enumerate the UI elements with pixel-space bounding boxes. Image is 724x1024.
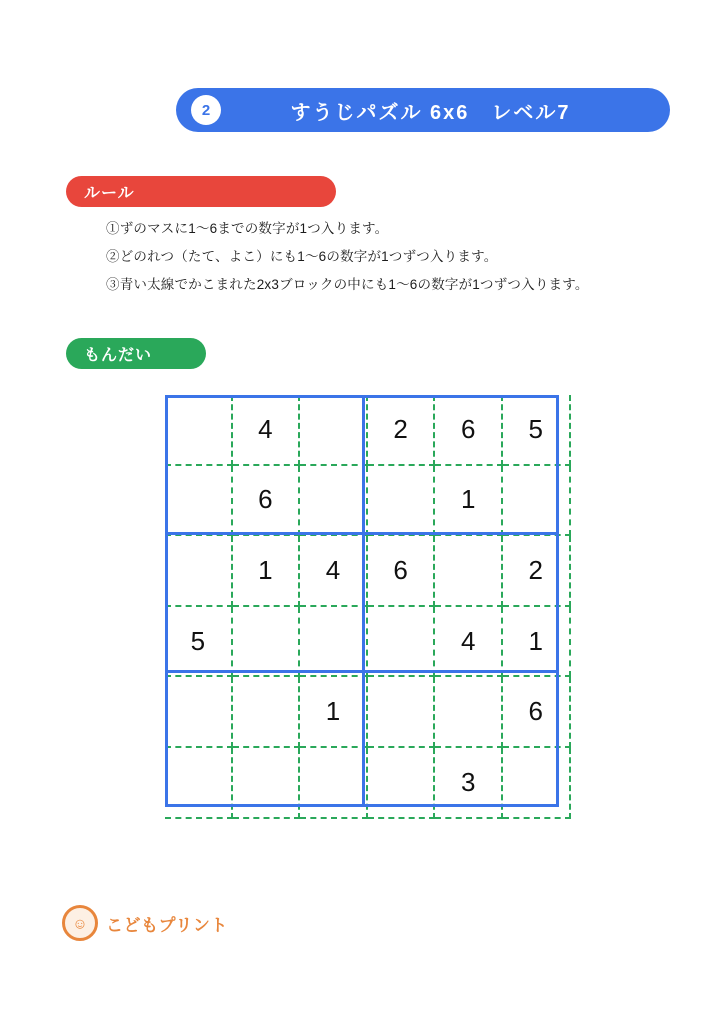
cell-r5c3[interactable]: 1 <box>299 676 367 747</box>
cell-r1c2[interactable]: 4 <box>232 395 300 465</box>
cell-r2c2[interactable]: 6 <box>232 465 300 536</box>
table-row <box>165 395 570 465</box>
cell-r6c5[interactable]: 3 <box>434 747 502 818</box>
cell-r6c3[interactable] <box>299 747 367 818</box>
table-row <box>165 606 570 677</box>
cell-r5c1[interactable] <box>165 676 232 747</box>
page-title-bar <box>176 88 670 132</box>
cell-r2c1[interactable] <box>165 465 232 536</box>
section-header-rules <box>66 176 336 207</box>
cell-r3c5[interactable] <box>434 535 502 606</box>
cell-r1c3[interactable] <box>299 395 367 465</box>
table-row <box>165 535 570 606</box>
rules-list <box>106 215 686 299</box>
cell-r6c1[interactable] <box>165 747 232 818</box>
cell-r5c2[interactable] <box>232 676 300 747</box>
rule-item: ②どのれつ（たて、よこ）にも1〜6の数字が1つずつ入ります。 <box>106 249 498 264</box>
section-header-problem-label: もんだい <box>84 347 153 364</box>
bear-face-glyph: ☺ <box>72 915 88 933</box>
cell-r2c6[interactable] <box>502 465 570 536</box>
cell-r4c4[interactable] <box>367 606 435 677</box>
page-number-badge: 2 <box>191 95 221 125</box>
table-row <box>165 747 570 818</box>
cell-r3c2[interactable]: 1 <box>232 535 300 606</box>
cell-r4c1[interactable]: 5 <box>165 606 232 677</box>
cell-r4c6[interactable]: 1 <box>502 606 570 677</box>
cell-r1c1[interactable] <box>165 395 232 465</box>
page-title: すうじパズル 6x6 レベル7 <box>290 101 571 124</box>
cell-r6c4[interactable] <box>367 747 435 818</box>
cell-r3c4[interactable]: 6 <box>367 535 435 606</box>
section-header-rules-label: ルール <box>84 185 135 202</box>
cell-r5c6[interactable]: 6 <box>502 676 570 747</box>
cell-r2c3[interactable] <box>299 465 367 536</box>
cell-r3c6[interactable]: 2 <box>502 535 570 606</box>
block-divider-horizontal <box>165 532 559 535</box>
sudoku-grid <box>165 395 559 807</box>
bear-face-icon <box>62 905 98 941</box>
cell-r5c4[interactable] <box>367 676 435 747</box>
cell-r4c2[interactable] <box>232 606 300 677</box>
cell-r4c3[interactable] <box>299 606 367 677</box>
puzzle-table <box>165 395 571 819</box>
cell-r1c5[interactable]: 6 <box>434 395 502 465</box>
cell-r4c5[interactable]: 4 <box>434 606 502 677</box>
cell-r6c6[interactable] <box>502 747 570 818</box>
cell-r1c6[interactable]: 5 <box>502 395 570 465</box>
cell-r2c4[interactable] <box>367 465 435 536</box>
section-header-problem <box>66 338 206 369</box>
cell-r3c1[interactable] <box>165 535 232 606</box>
cell-r6c2[interactable] <box>232 747 300 818</box>
cell-r2c5[interactable]: 1 <box>434 465 502 536</box>
table-row <box>165 676 570 747</box>
rule-item: ③青い太線でかこまれた2x3ブロックの中にも1〜6の数字が1つずつ入ります。 <box>106 277 589 292</box>
block-divider-vertical <box>362 395 365 807</box>
table-row <box>165 465 570 536</box>
cell-r3c3[interactable]: 4 <box>299 535 367 606</box>
cell-r1c4[interactable]: 2 <box>367 395 435 465</box>
block-divider-horizontal <box>165 670 559 673</box>
footer-brand-label: こどもプリント <box>106 915 228 935</box>
footer-brand <box>62 905 228 941</box>
rule-item: ①ずのマスに1〜6までの数字が1つ入ります。 <box>106 221 389 236</box>
cell-r5c5[interactable] <box>434 676 502 747</box>
